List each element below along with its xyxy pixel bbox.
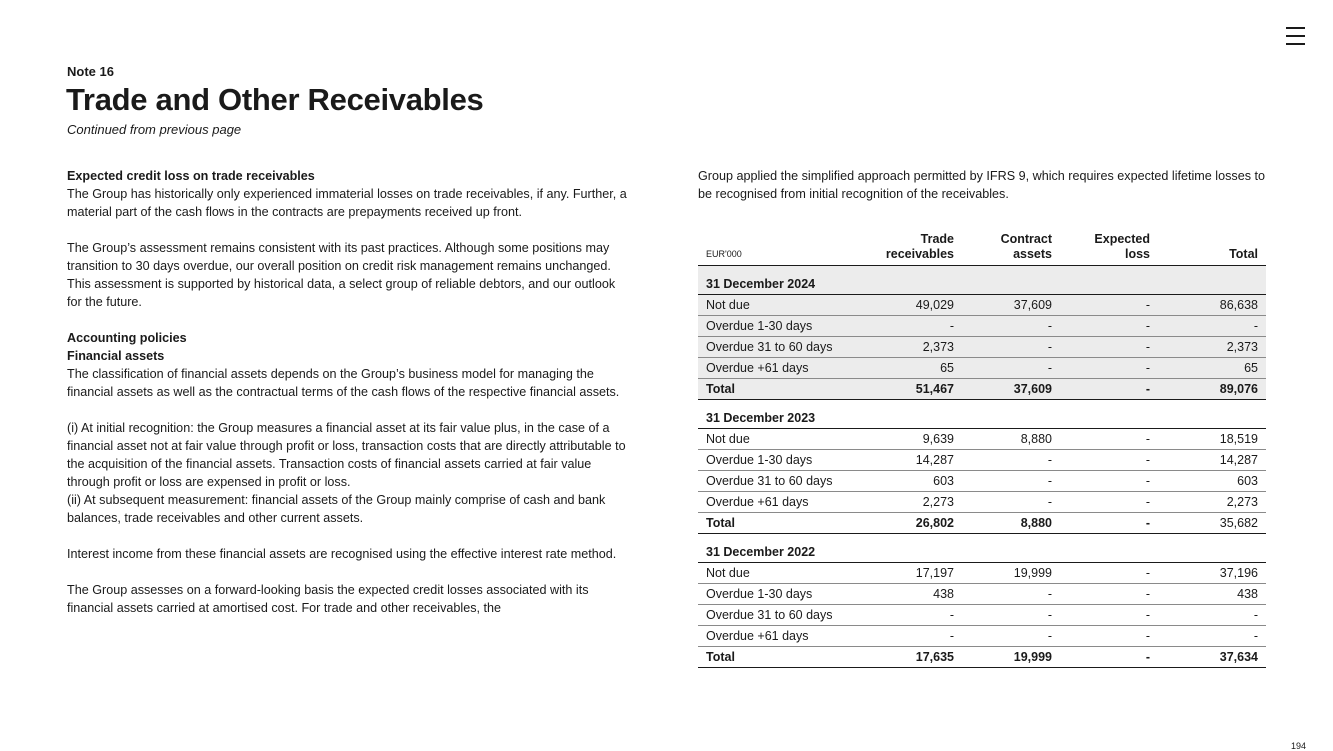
table-row: Overdue +61 days 2,273 - - 2,273 (698, 492, 1266, 513)
section-title: 31 December 2022 (698, 534, 1266, 563)
table-row: Overdue 1-30 days 438 - - 438 (698, 584, 1266, 605)
receivables-ageing-table (698, 230, 1266, 668)
accounting-policies-heading: Accounting policies (67, 331, 187, 345)
ecl-paragraph-2: The Group’s assessment remains consistent with its past practices. Although some positions may transition to 30 days overdue, our overall position on credit risk management remains unchanged. This assessment is supported by historical data, a select group of reliable debtors, and our outlook for the future. (67, 241, 616, 309)
header-contract-assets: Contract assets (962, 230, 1060, 266)
total-row: Total 26,802 8,880 - 35,682 (698, 513, 1266, 534)
menu-bar (1286, 43, 1305, 45)
ecl-heading: Expected credit loss on trade receivables (67, 169, 315, 183)
section-row (698, 534, 1266, 563)
total-row: Total 51,467 37,609 - 89,076 (698, 379, 1266, 400)
table-row: Overdue 31 to 60 days 603 - - 603 (698, 471, 1266, 492)
continued-note: Continued from previous page (67, 122, 242, 137)
table-row: Not due 49,029 37,609 - 86,638 (698, 295, 1266, 316)
table-row: Not due 9,639 8,880 - 18,519 (698, 429, 1266, 450)
table-row: Overdue 1-30 days 14,287 - - 14,287 (698, 450, 1266, 471)
header-expected-loss: Expected loss (1060, 230, 1158, 266)
financial-assets-heading: Financial assets (67, 349, 165, 363)
table-row: Not due 17,197 19,999 - 37,196 (698, 563, 1266, 584)
fa-paragraph-5: The Group assesses on a forward-looking basis the expected credit losses associated with its financial assets carried at amortised cost. For trade and other receivables, the (67, 583, 589, 615)
table-header-row (698, 230, 1266, 266)
page-number: 194 (1291, 741, 1307, 751)
section-title: 31 December 2024 (698, 266, 1266, 295)
menu-bar (1286, 27, 1305, 29)
menu-bar (1286, 35, 1305, 37)
fa-paragraph-3: (ii) At subsequent measurement: financial assets of the Group mainly comprise of cash and bank balances, trade receivables and other current assets. (67, 493, 606, 525)
table-row: Overdue 1-30 days - - - - (698, 316, 1266, 337)
unit-label: EUR'000 (698, 230, 868, 266)
table-row: Overdue +61 days - - - - (698, 626, 1266, 647)
table-row: Overdue +61 days 65 - - 65 (698, 358, 1266, 379)
fa-paragraph-4: Interest income from these financial assets are recognised using the effective interest rate method. (67, 547, 617, 561)
ecl-paragraph-1: The Group has historically only experienced immaterial losses on trade receivables, if any. Further, a material part of the cash flows in the contracts are prepayments received up front. (67, 187, 627, 219)
hamburger-menu-icon[interactable] (1286, 27, 1305, 45)
ifrs-intro-paragraph: Group applied the simplified approach permitted by IFRS 9, which requires expected lifetime losses to be recognised from initial recognition of the receivables. (698, 169, 1266, 201)
left-column (67, 167, 633, 617)
table-row: Overdue 31 to 60 days - - - - (698, 605, 1266, 626)
fa-paragraph-1: The classification of financial assets depends on the Group’s business model for managing the financial assets as well as the contractual terms of the cash flows of the respective financial assets. (67, 367, 620, 399)
table-row: Overdue 31 to 60 days 2,373 - - 2,373 (698, 337, 1266, 358)
section-title: 31 December 2023 (698, 400, 1266, 429)
fa-paragraph-2: (i) At initial recognition: the Group measures a financial asset at its fair value plus, in the case of a financial asset not at fair value through profit or loss, transaction costs that are directly attributable to the acquisition of the financial assets. Transaction costs of financial assets carried at fair value through profit or loss are expensed in profit or loss. (67, 421, 626, 489)
section-row (698, 400, 1266, 429)
header-total: Total (1158, 230, 1266, 266)
note-label: Note 16 (67, 64, 114, 79)
header-trade-receivables: Trade receivables (868, 230, 962, 266)
section-row (698, 266, 1266, 295)
page-title: Trade and Other Receivables (66, 82, 484, 117)
total-row: Total 17,635 19,999 - 37,634 (698, 647, 1266, 668)
